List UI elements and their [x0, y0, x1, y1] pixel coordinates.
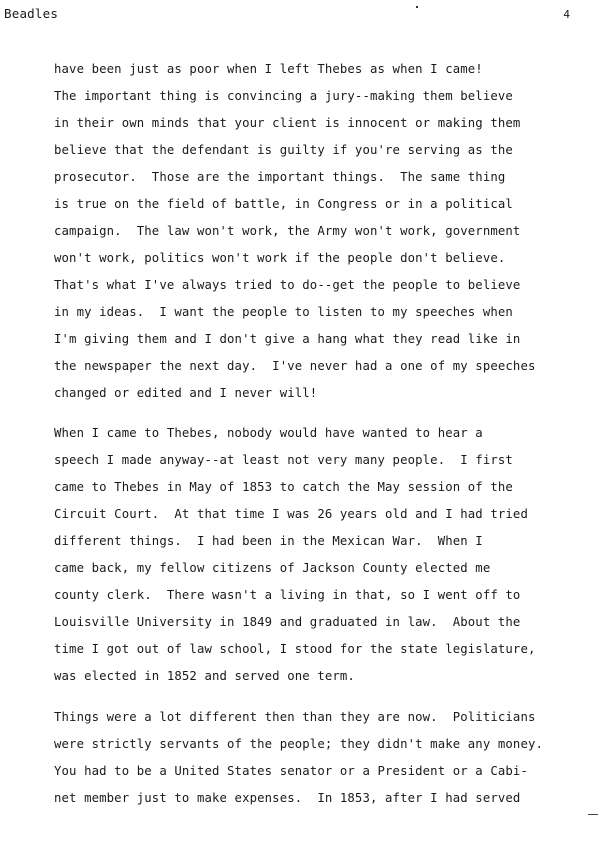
text-line: was elected in 1852 and served one term.	[54, 669, 355, 683]
text-line: different things. I had been in the Mexican War. When I	[54, 534, 483, 548]
text-line: were strictly servants of the people; they didn't make any money.	[54, 737, 544, 751]
text-line: When I came to Thebes, nobody would have wanted to hear a	[54, 426, 483, 440]
text-line: Louisville University in 1849 and graduated in law. About the	[54, 615, 521, 629]
text-line: Circuit Court. At that time I was 26 years old and I had tried	[54, 507, 528, 521]
text-line: prosecutor. Those are the important things. The same thing	[54, 170, 506, 184]
text-line: have been just as poor when I left Thebes as when I came!	[54, 62, 483, 76]
text-line: The important thing is convincing a jury--making them believe	[54, 89, 513, 103]
text-line: came back, my fellow citizens of Jackson County elected me	[54, 561, 491, 575]
text-line: is true on the field of battle, in Congress or in a political	[54, 197, 513, 211]
paragraph-1	[54, 56, 536, 407]
text-line: Things were a lot different then than they are now. Politicians	[54, 710, 536, 724]
text-line: in my ideas. I want the people to listen to my speeches when	[54, 305, 513, 319]
text-line: believe that the defendant is guilty if you're serving as the	[54, 143, 513, 157]
paragraph-2	[54, 420, 536, 690]
text-line: in their own minds that your client is innocent or making them	[54, 116, 521, 130]
text-line: county clerk. There wasn't a living in that, so I went off to	[54, 588, 521, 602]
text-line: changed or edited and I never will!	[54, 386, 318, 400]
text-line: You had to be a United States senator or a President or a Cabi-	[54, 764, 528, 778]
text-line: the newspaper the next day. I've never had a one of my speeches	[54, 359, 536, 373]
text-line: speech I made anyway--at least not very many people. I first	[54, 453, 513, 467]
text-line: That's what I've always tried to do--get the people to believe	[54, 278, 521, 292]
text-line: won't work, politics won't work if the people don't believe.	[54, 251, 506, 265]
text-line: came to Thebes in May of 1853 to catch the May session of the	[54, 480, 513, 494]
text-line: time I got out of law school, I stood for the state legislature,	[54, 642, 536, 656]
paragraph-3	[54, 704, 543, 812]
text-line: net member just to make expenses. In 1853, after I had served	[54, 791, 521, 805]
page-number: 4	[563, 8, 570, 21]
text-line: I'm giving them and I don't give a hang what they read like in	[54, 332, 521, 346]
running-header-name: Beadles	[4, 6, 59, 21]
scan-edge-mark	[588, 814, 598, 815]
text-line: campaign. The law won't work, the Army won't work, government	[54, 224, 521, 238]
scan-speck	[416, 6, 418, 8]
